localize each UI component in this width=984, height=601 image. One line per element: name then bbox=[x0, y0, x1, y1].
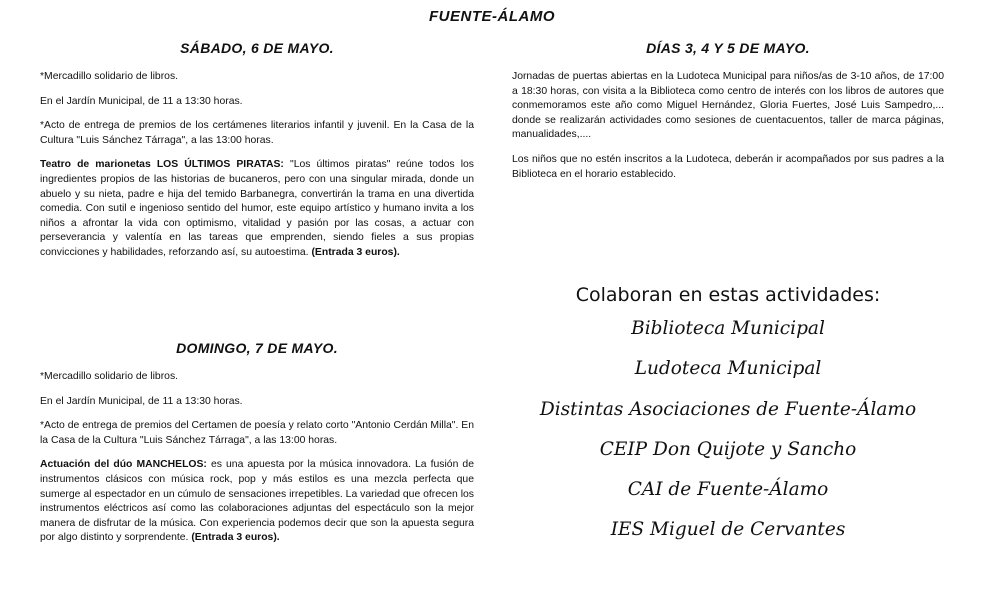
sunday-item-1: *Mercadillo solidario de libros. bbox=[40, 371, 179, 382]
collaborators-section bbox=[512, 284, 944, 561]
saturday-item-2: En el Jardín Municipal, de 11 a 13:30 horas. bbox=[40, 95, 243, 107]
collaborators-title: Colaboran en estas actividades: bbox=[575, 284, 881, 306]
saturday-item-4-body: "Los últimos piratas" reúne todos los ingredientes propios de las historias de bucaneros, pero con una singular mirada, donde un abuelo y su nieta, padre e hija del temido Barbanegra, convertirán la trama en una divertida comedia. Con sutil e ingenioso sentido del humor, este equipo artístico y humano invita a los niños a afrontar la vida con optimismo, vitalidad y pasión por las cosas, a actuar con perseverancia y valentía en las tareas que emprenden, siendo fieles a sus propias convicciones y habilidades, reforzando así, su autoestima. bbox=[40, 159, 474, 258]
sunday-section bbox=[40, 340, 474, 556]
collaborator-item: CEIP Don Quijote y Sancho bbox=[599, 438, 857, 460]
sunday-item-4 bbox=[40, 458, 474, 546]
days-paragraph-2: Los niños que no estén inscritos a la Ludoteca, deberán ir acompañados por sus padres a la Biblioteca en el horario establecido. bbox=[512, 153, 944, 180]
saturday-item-4-lead: Teatro de marionetas LOS ÚLTIMOS PIRATAS: bbox=[40, 159, 284, 171]
collaborator-item: Biblioteca Municipal bbox=[631, 318, 825, 339]
saturday-section bbox=[40, 40, 474, 261]
collaborator-item: CAI de Fuente-Álamo bbox=[627, 479, 829, 501]
sunday-item-4-lead: Actuación del dúo MANCHELOS: bbox=[40, 459, 207, 471]
saturday-heading: SÁBADO, 6 DE MAYO. bbox=[180, 40, 334, 56]
saturday-item-1: *Mercadillo solidario de libros. bbox=[40, 71, 179, 82]
page-title: FUENTE-ÁLAMO bbox=[429, 8, 555, 25]
sunday-item-4-price: (Entrada 3 euros). bbox=[191, 532, 280, 544]
saturday-item-3: *Acto de entrega de premios de los certámenes literarios infantil y juvenil. En la Casa de la Cultura "Luis Sánchez Tárraga", a las 13:00 horas. bbox=[40, 120, 474, 146]
collaborator-item: Distintas Asociaciones de Fuente-Álamo bbox=[539, 398, 917, 420]
sunday-item-3: *Acto de entrega de premios del Certamen de poesía y relato corto "Antonio Cerdán Milla". En la Casa de la Cultura "Luis Sánchez Tárraga", a las 13:00 horas. bbox=[40, 420, 474, 446]
sunday-heading: DOMINGO, 7 DE MAYO. bbox=[176, 340, 338, 356]
sunday-item-2: En el Jardín Municipal, de 11 a 13:30 horas. bbox=[40, 395, 243, 407]
sunday-item-4-body: es una apuesta por la música innovadora. La fusión de instrumentos clásicos con música rock, pop y más estilos es una mezcla perfecta que sumerge al espectador en un cúmulo de sensaciones irrepetibles. La variedad que ofrecen los instrumentos eléctricos así como las colaboraciones adjuntas del espectáculo son la mejor manera de disfrutar de la música. Con experiencia podemos decir que son la apuesta segura por algo distinto y sorprendente. bbox=[40, 459, 474, 544]
collaborator-item: Ludoteca Municipal bbox=[634, 358, 822, 380]
right-column bbox=[512, 40, 944, 192]
collaborator-item: IES Miguel de Cervantes bbox=[610, 519, 846, 541]
days-heading: DÍAS 3, 4 Y 5 DE MAYO. bbox=[646, 40, 810, 56]
days-paragraph-1: Jornadas de puertas abiertas en la Ludoteca Municipal para niños/as de 3-10 años, de 17:00 a 18:30 horas, con visita a la Biblioteca como centro de interés con los libros de autores que conmemoramos este año como Miguel Hernández, Gloria Fuertes, José Luis Sampedro,... donde se realizarán actividades como sesiones de cuentacuentos, taller de marca páginas, manualidades,.... bbox=[512, 71, 944, 141]
saturday-item-4 bbox=[40, 158, 474, 260]
saturday-item-4-price: (Entrada 3 euros). bbox=[311, 246, 400, 258]
left-column bbox=[40, 40, 474, 544]
